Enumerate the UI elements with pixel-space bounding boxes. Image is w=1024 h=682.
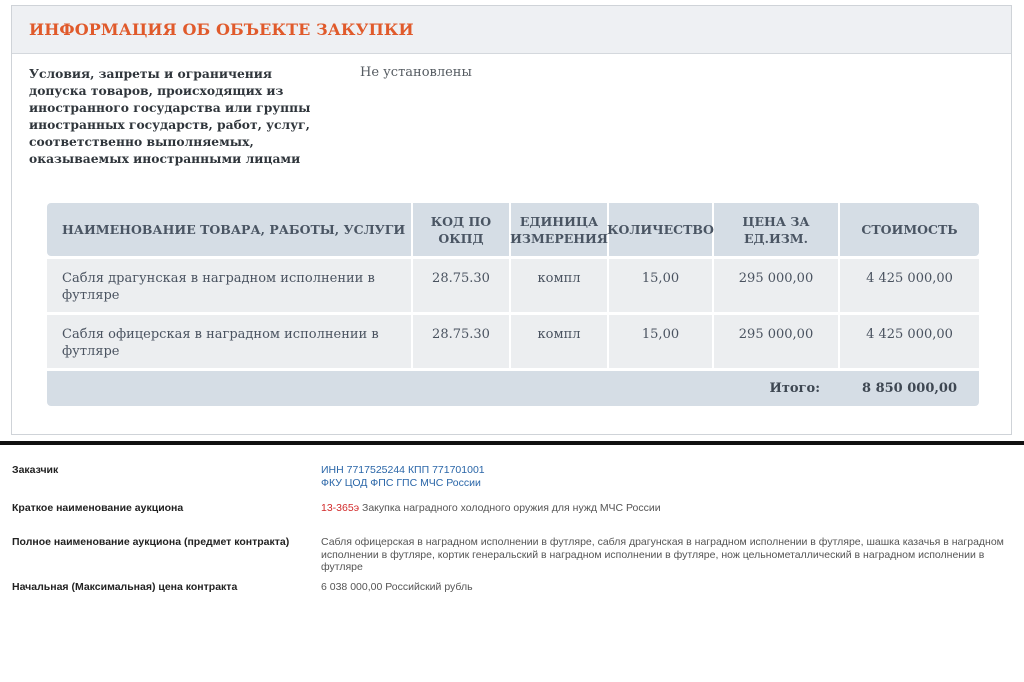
row-okpd: 28.75.30: [413, 259, 511, 312]
row-cost: 4 425 000,00: [840, 259, 979, 312]
row-cost: 4 425 000,00: [840, 315, 979, 368]
customer-inn-link[interactable]: ИНН 7717525244 КПП 771701001: [321, 464, 485, 476]
restriction-label: Условия, запреты и ограничения допуска товаров, происходящих из иностранного государства или группы иностранных государств, работ, услуг, соответственно выполняемых, оказываемых иностранными лицами: [29, 66, 311, 166]
full-name-value: Сабля офицерская в наградном исполнении в футляре, сабля драгунская в наградном исполнении в футляре, шашка казачья в наградном исполнении в футляре, кортик генеральский в наградном исполнении в футляре, нож цельнометаллический в наградном исполнении в футляре: [321, 536, 1004, 573]
row-name: Сабля драгунская в наградном исполнении в футляре: [47, 259, 413, 312]
row-unit: компл: [511, 315, 609, 368]
table-total-row: [47, 371, 979, 406]
price-label: Начальная (Максимальная) цена контракта: [12, 581, 238, 593]
short-name-value: [321, 502, 1021, 515]
header-name: НАИМЕНОВАНИЕ ТОВАРА, РАБОТЫ, УСЛУГИ: [47, 203, 413, 256]
card-header: [12, 6, 1011, 54]
row-name: Сабля офицерская в наградном исполнении в футляре: [47, 315, 413, 368]
price-value: 6 038 000,00 Российский рубль: [321, 581, 473, 593]
table-header-row: [47, 203, 979, 256]
restriction-value: Не установлены: [360, 65, 472, 80]
full-name-label: Полное наименование аукциона (предмет контракта): [12, 536, 290, 548]
table-row: [47, 315, 979, 368]
row-unit: компл: [511, 259, 609, 312]
section-divider: [0, 441, 1024, 445]
header-okpd: КОД ПО ОКПД: [413, 203, 511, 256]
customer-value: [321, 464, 1021, 489]
header-cost: СТОИМОСТЬ: [840, 203, 979, 256]
header-unit: ЕДИНИЦА ИЗМЕРЕНИЯ: [511, 203, 609, 256]
short-name-label: Краткое наименование аукциона: [12, 502, 184, 514]
procurement-object-card: [11, 5, 1012, 435]
row-qty: 15,00: [609, 259, 714, 312]
row-okpd: 28.75.30: [413, 315, 511, 368]
row-price: 295 000,00: [714, 259, 840, 312]
table-row: [47, 259, 979, 312]
row-qty: 15,00: [609, 315, 714, 368]
auction-code: 13-365э: [321, 502, 360, 514]
total-label: Итого:: [769, 381, 820, 396]
customer-name-link[interactable]: ФКУ ЦОД ФПС ГПС МЧС России: [321, 476, 481, 489]
items-table: [47, 203, 979, 406]
auction-short-name: Закупка наградного холодного оружия для нужд МЧС России: [361, 502, 661, 514]
card-title: ИНФОРМАЦИЯ ОБ ОБЪЕКТЕ ЗАКУПКИ: [29, 20, 414, 39]
row-price: 295 000,00: [714, 315, 840, 368]
total-value: 8 850 000,00: [862, 381, 957, 396]
customer-label: Заказчик: [12, 464, 59, 476]
header-price: ЦЕНА ЗА ЕД.ИЗМ.: [714, 203, 840, 256]
header-qty: КОЛИЧЕСТВО: [609, 203, 714, 256]
